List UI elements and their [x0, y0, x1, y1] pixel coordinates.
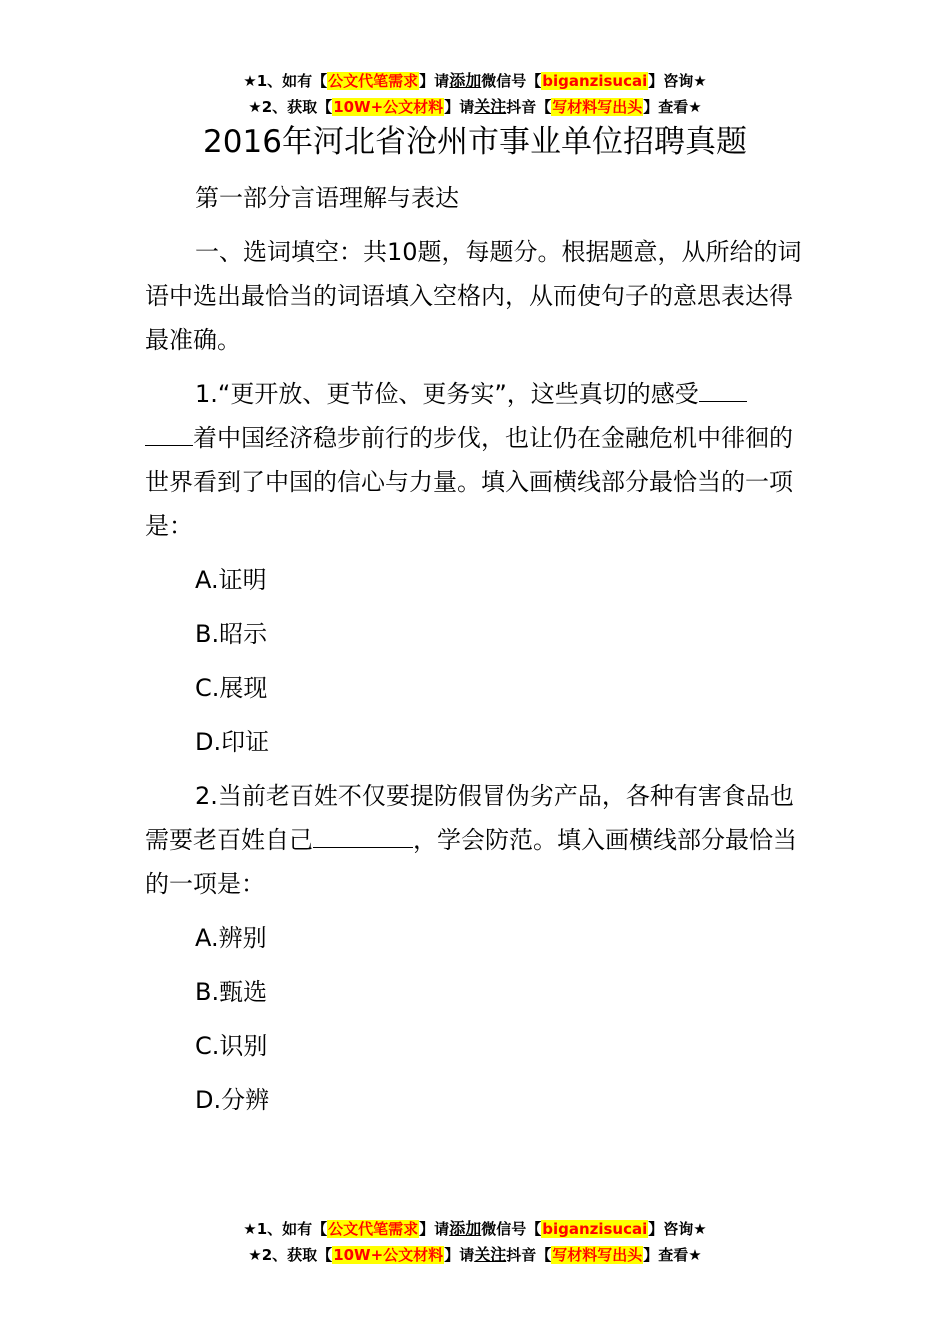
- banner-highlight: 10W+公文材料: [333, 1246, 444, 1264]
- banner-text: ★2、获取【: [248, 98, 333, 116]
- footer-banner: [0, 1216, 950, 1268]
- document-body: [145, 176, 810, 1132]
- banner-text: 】咨询★: [648, 72, 707, 90]
- question-1-option-b: B.昭示: [195, 620, 268, 648]
- answer-blank: [699, 375, 747, 402]
- question-2-stem-before: 2.当前老百姓不仅要提防假冒伪劣产品，各种有害食品也需要老百姓自己: [145, 782, 794, 854]
- header-banner: [0, 68, 950, 120]
- banner-line-2: [0, 1242, 950, 1268]
- question-2-stem-after: ，学会防范。填入画横线部分最恰当的一项是：: [145, 826, 797, 898]
- banner-line-1: [0, 1216, 950, 1242]
- question-1-stem: [145, 372, 810, 548]
- answer-blank: [313, 821, 413, 848]
- banner-text: 】请: [419, 1220, 450, 1238]
- question-1-option-c: C.展现: [195, 674, 268, 702]
- banner-text: 】请: [419, 72, 450, 90]
- banner-underlined: 添加: [449, 1219, 482, 1238]
- banner-text: 】咨询★: [648, 1220, 707, 1238]
- banner-text: ★1、如有【: [243, 72, 328, 90]
- question-1-stem-before: 1.“更开放、更节俭、更务实”，这些真切的感受: [195, 380, 699, 408]
- question-1-stem-after: 着中国经济稳步前行的步伐，也让仍在金融危机中徘徊的世界看到了中国的信心与力量。填入画横线部分最恰当的一项是：: [145, 424, 793, 540]
- banner-highlight: 写材料写出头: [552, 98, 643, 116]
- question-2-option-a: A.辨别: [195, 924, 267, 952]
- banner-text: ★1、如有【: [243, 1220, 328, 1238]
- banner-underlined: 关注: [474, 1245, 507, 1264]
- banner-wechat-id: biganzisucai: [542, 72, 648, 90]
- instructions: 一、选词填空：共10题，每题分。根据题意，从所给的词语中选出最恰当的词语填入空格内，从而使句子的意思表达得最准确。: [145, 238, 802, 354]
- banner-text: 抖音【: [506, 98, 552, 116]
- banner-underlined: 关注: [474, 97, 507, 116]
- banner-text: ★2、获取【: [248, 1246, 333, 1264]
- question-2-option-b: B.甄选: [195, 978, 268, 1006]
- section-heading: 第一部分言语理解与表达: [195, 184, 459, 212]
- banner-highlight: 公文代笔需求: [328, 1220, 419, 1238]
- banner-text: 微信号【: [481, 1220, 542, 1238]
- banner-text: 】查看★: [643, 98, 702, 116]
- question-2-stem: [145, 774, 810, 906]
- banner-highlight: 10W+公文材料: [333, 98, 444, 116]
- banner-text: 】请: [444, 1246, 475, 1264]
- banner-underlined: 添加: [449, 71, 482, 90]
- answer-blank: [145, 419, 193, 446]
- banner-line-2: [0, 94, 950, 120]
- question-2-option-c: C.识别: [195, 1032, 268, 1060]
- question-2-option-d: D.分辨: [195, 1086, 270, 1114]
- banner-highlight: 公文代笔需求: [328, 72, 419, 90]
- banner-line-1: [0, 68, 950, 94]
- banner-text: 微信号【: [481, 72, 542, 90]
- banner-text: 】查看★: [643, 1246, 702, 1264]
- banner-text: 】请: [444, 98, 475, 116]
- question-1-option-a: A.证明: [195, 566, 267, 594]
- question-1-option-d: D.印证: [195, 728, 270, 756]
- page-title: 2016年河北省沧州市事业单位招聘真题: [203, 124, 747, 160]
- banner-wechat-id: biganzisucai: [542, 1220, 648, 1238]
- banner-highlight: 写材料写出头: [552, 1246, 643, 1264]
- banner-text: 抖音【: [506, 1246, 552, 1264]
